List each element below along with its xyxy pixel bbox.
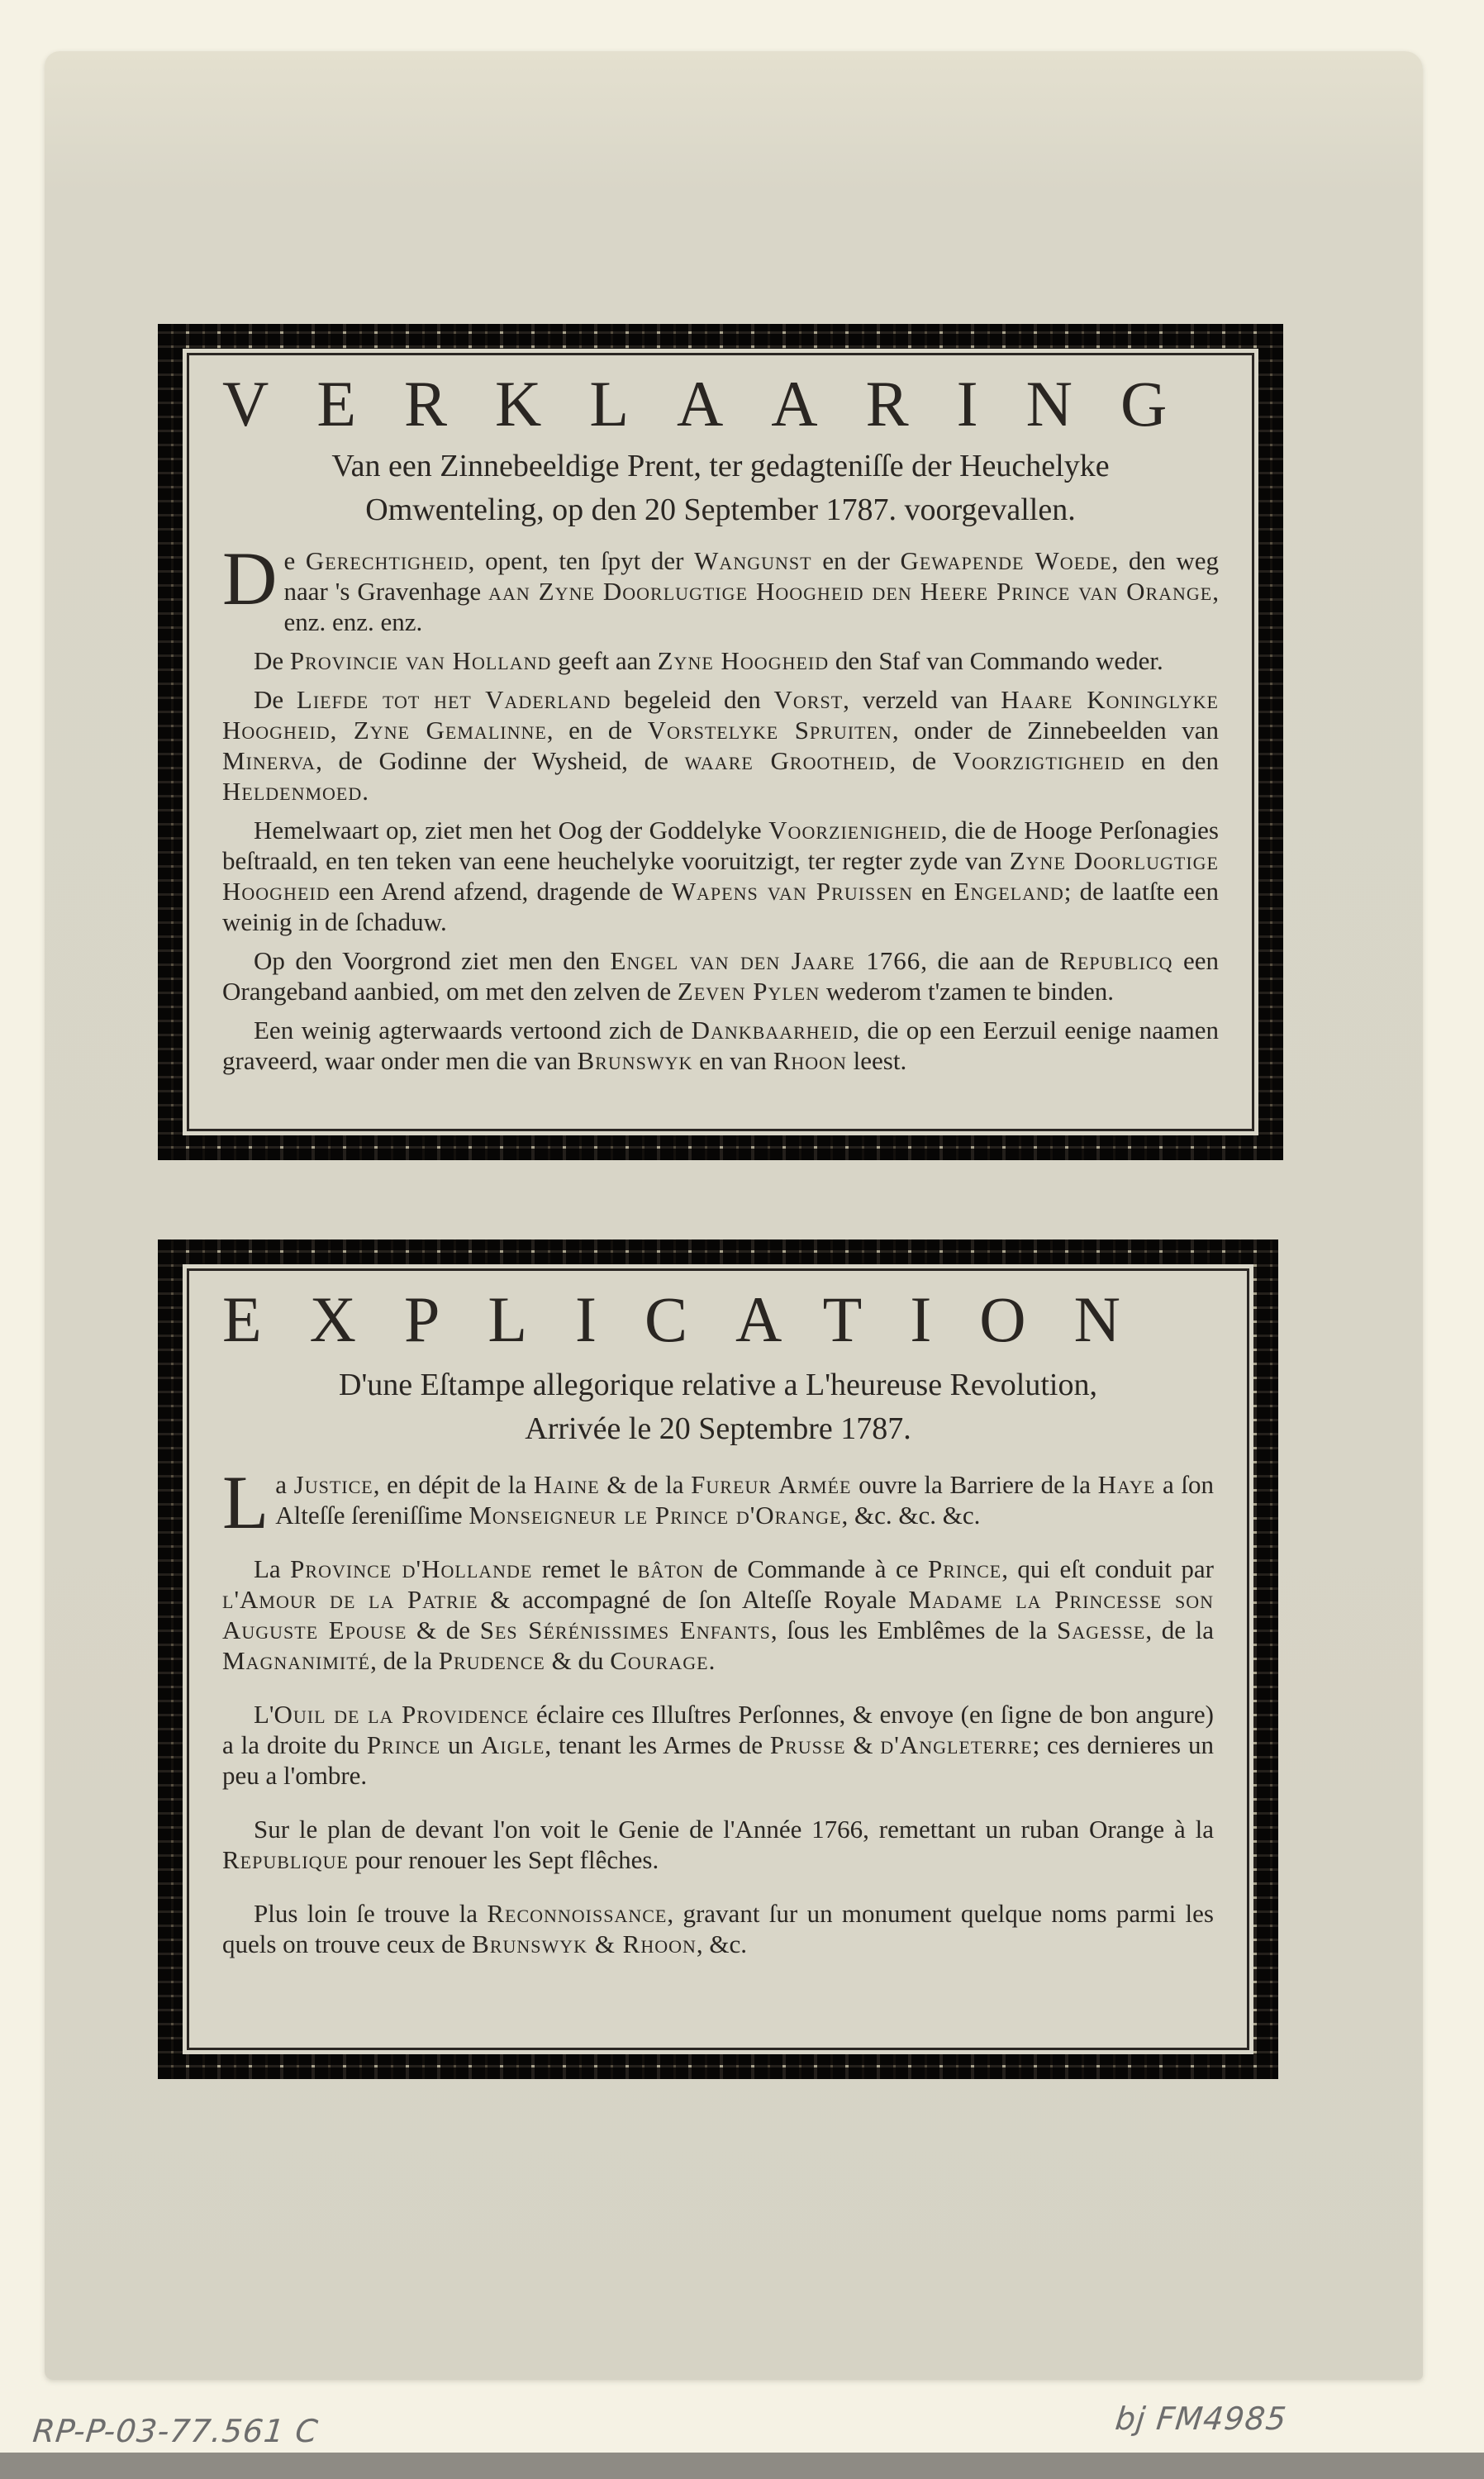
- small-caps-text: Wapens van Pruissen: [671, 877, 913, 906]
- text-segment: een Arend afzend, dragende de: [330, 877, 672, 906]
- small-caps-text: Prince: [366, 1730, 441, 1759]
- verklaring-paragraph: [222, 684, 1219, 807]
- text-segment: een Orangeband aanbied, om met den zelven de: [222, 946, 1219, 1006]
- verklaring-paragraph: [222, 536, 1220, 637]
- text-segment: ouvre la Barriere de la: [851, 1470, 1098, 1499]
- small-caps-text: Brunswyk: [577, 1046, 693, 1075]
- text-segment: Een weinig agterwaards vertoond zich de: [254, 1016, 692, 1044]
- verklaring-content: [222, 349, 1219, 1076]
- small-caps-text: d'Angleterre: [880, 1730, 1033, 1759]
- small-caps-text: l'Amour de la Patrie: [222, 1585, 478, 1614]
- small-caps-text: Prudence: [438, 1646, 545, 1675]
- small-caps-text: Courage: [610, 1646, 709, 1675]
- explication-paragraph: [222, 1699, 1214, 1791]
- text-segment: , die aan de: [920, 946, 1060, 975]
- text-segment: , en de: [546, 716, 648, 745]
- text-segment: ; ces dernieres un peu a l'ombre.: [222, 1730, 1214, 1790]
- small-caps-text: Haine: [533, 1470, 600, 1499]
- handwritten-reference: bj FM4985: [1113, 2400, 1289, 2437]
- text-segment: , de la: [370, 1646, 439, 1675]
- text-segment: &: [845, 1730, 881, 1759]
- small-caps-text: Republique: [222, 1845, 349, 1874]
- verklaring-body: [222, 536, 1220, 1076]
- explication-paragraph: [222, 1554, 1214, 1676]
- text-segment: .: [708, 1646, 716, 1675]
- explication-panel: [183, 1264, 1253, 2054]
- text-segment: , die de Hooge Perſonagies beſtraald, en ten teken van eene heuchelyke vooruitzigt, ter regter zyde van: [222, 816, 1219, 875]
- text-segment: den Staf van Commando weder.: [829, 646, 1163, 675]
- small-caps-text: Rhoon: [773, 1046, 847, 1075]
- verklaring-paragraph: [222, 945, 1219, 1006]
- verklaring-paragraph: [222, 645, 1219, 676]
- small-caps-text: Republicq: [1059, 946, 1173, 975]
- text-segment: a: [275, 1470, 294, 1499]
- text-segment: & de: [407, 1615, 480, 1644]
- text-segment: geeft aan: [551, 646, 658, 675]
- text-segment: , ſous les Emblêmes de la: [770, 1615, 1057, 1644]
- text-segment: begeleid den: [611, 685, 774, 714]
- text-segment: ; de laatſte een weinig in de ſchaduw.: [222, 877, 1219, 936]
- small-caps-text: Haye: [1097, 1470, 1156, 1499]
- text-segment: e: [283, 546, 306, 575]
- handwritten-inventory-number: RP-P-03-77.561 C: [31, 2413, 321, 2449]
- explication-paragraph: [222, 1898, 1214, 1959]
- small-caps-text: Madame la Princesse son Auguste Epouse: [222, 1585, 1214, 1644]
- text-segment: pour renouer les Sept flêches.: [348, 1845, 659, 1874]
- text-segment: , die op een Eerzuil eenige naamen graveerd, waar onder men die van: [222, 1016, 1219, 1075]
- text-segment: en der: [811, 546, 901, 575]
- text-segment: wederom t'zamen te binden.: [820, 977, 1115, 1006]
- text-segment: , de la: [1145, 1615, 1214, 1644]
- explication-content: [222, 1264, 1214, 1959]
- small-caps-text: Ses Sérénissimes Enfants: [479, 1615, 771, 1644]
- small-caps-text: Provincie van Holland: [289, 646, 552, 675]
- text-segment: Hemelwaart op, ziet men het Oog der Goddelyke: [254, 816, 769, 845]
- explication-paragraph: [222, 1460, 1214, 1544]
- drop-cap: L: [222, 1460, 269, 1544]
- small-caps-text: Justice: [293, 1470, 373, 1499]
- text-segment: , &c. &c. &c.: [841, 1501, 981, 1530]
- text-segment: De: [254, 646, 290, 675]
- text-segment: , verzeld van: [843, 685, 1001, 714]
- text-segment: & du: [545, 1646, 611, 1675]
- text-segment: , den weg naar 's Gravenhage: [283, 546, 1220, 606]
- small-caps-text: Prince: [927, 1554, 1002, 1583]
- verklaring-subtitle-line: Omwenteling, op den 20 September 1787. voorgevallen.: [365, 492, 1076, 527]
- small-caps-text: Monseigneur le Prince d'Orange: [469, 1501, 842, 1530]
- verklaring-paragraph: [222, 1015, 1219, 1076]
- small-caps-text: Haare Koninglyke Hoogheid, Zyne Gemalinne: [222, 685, 1219, 745]
- text-segment: .: [362, 777, 369, 806]
- small-caps-text: Vorst: [773, 685, 844, 714]
- text-segment: en: [912, 877, 954, 906]
- text-segment: , de: [889, 746, 953, 775]
- explication-body: [222, 1460, 1214, 1959]
- drop-cap: D: [222, 536, 278, 621]
- text-segment: , opent, ten ſpyt der: [468, 546, 695, 575]
- small-caps-text: waare Grootheid: [684, 746, 890, 775]
- explication-subtitle-line: D'une Eſtampe allegorique relative a L'heureuse Revolution,: [339, 1368, 1097, 1402]
- explication-subtitle-line: Arrivée le 20 Septembre 1787.: [525, 1411, 911, 1446]
- small-caps-text: Vorstelyke Spruiten: [647, 716, 892, 745]
- text-segment: & de la: [599, 1470, 692, 1499]
- text-segment: éclaire ces Illuſtres Perſonnes, & envoye (en ſigne de bon angure) a la droite du: [222, 1700, 1214, 1759]
- text-segment: remet le: [532, 1554, 638, 1583]
- small-caps-text: Engel van den Jaare 1766: [610, 946, 921, 975]
- small-caps-text: Brunswyk & Rhoon: [472, 1929, 697, 1958]
- text-segment: , tenant les Armes de: [545, 1730, 770, 1759]
- small-caps-text: Aigle: [480, 1730, 545, 1759]
- text-segment: , onder de Zinnebeelden van: [892, 716, 1219, 745]
- small-caps-text: aan Zyne Doorlugtige Hoogheid den Heere Prince van Orange: [488, 577, 1213, 606]
- mount-edge: [0, 2453, 1484, 2479]
- small-caps-text: Zeven Pylen: [677, 977, 820, 1006]
- text-segment: , &c.: [696, 1929, 748, 1958]
- verklaring-paragraph: [222, 815, 1219, 937]
- small-caps-text: Minerva: [222, 746, 316, 775]
- text-segment: L': [254, 1700, 274, 1729]
- text-segment: & accompagné de ſon Alteſſe Royale: [478, 1585, 909, 1614]
- small-caps-text: Magnanimité: [222, 1646, 371, 1675]
- text-segment: en den: [1125, 746, 1219, 775]
- verklaring-title: VERKLAARING: [222, 368, 1215, 440]
- small-caps-text: Voorzigtigheid: [952, 746, 1125, 775]
- small-caps-text: Gewapende Woede: [900, 546, 1112, 575]
- small-caps-text: Gerechtigheid: [305, 546, 469, 575]
- small-caps-text: Engeland: [954, 877, 1064, 906]
- small-caps-text: Fureur Armée: [691, 1470, 852, 1499]
- text-segment: Plus loin ſe trouve la: [254, 1899, 488, 1928]
- text-segment: Sur le plan de devant l'on voit le Genie de l'Année 1766, remettant un ruban Orange à la: [254, 1815, 1214, 1844]
- text-segment: , qui eſt conduit par: [1001, 1554, 1214, 1583]
- ornamental-border-verklaring: [158, 324, 1283, 1160]
- verklaring-subtitle-line: Van een Zinnebeeldige Prent, ter gedagteniſſe der Heuchelyke: [331, 449, 1110, 483]
- ornamental-border-explication: [158, 1240, 1278, 2079]
- small-caps-text: Zyne Doorlugtige Hoogheid: [222, 846, 1219, 906]
- text-segment: De: [254, 685, 297, 714]
- text-segment: en van: [692, 1046, 773, 1075]
- small-caps-text: Sagesse: [1056, 1615, 1146, 1644]
- small-caps-text: Liefde tot het Vaderland: [296, 685, 611, 714]
- text-segment: de Commande à ce: [704, 1554, 928, 1583]
- small-caps-text: Province d'Hollande: [290, 1554, 533, 1583]
- explication-paragraph: [222, 1814, 1214, 1875]
- text-segment: leest.: [846, 1046, 907, 1075]
- small-caps-text: Heldenmoed: [222, 777, 363, 806]
- small-caps-text: Dankbaarheid: [691, 1016, 854, 1044]
- text-segment: un: [440, 1730, 481, 1759]
- text-segment: La: [254, 1554, 291, 1583]
- small-caps-text: Wangunst: [694, 546, 812, 575]
- small-caps-text: Reconnoissance: [487, 1899, 668, 1928]
- text-segment: Op den Voorgrond ziet men den: [254, 946, 611, 975]
- small-caps-text: Voorzienigheid: [768, 816, 941, 845]
- explication-title: EXPLICATION: [222, 1283, 1168, 1355]
- text-segment: , en dépit de la: [373, 1470, 534, 1499]
- small-caps-text: Zyne Hoogheid: [657, 646, 830, 675]
- text-segment: , de Godinne der Wysheid, de: [316, 746, 685, 775]
- text-segment: a ſon Alteſſe ſereniſſime: [275, 1470, 1214, 1530]
- small-caps-text: Prusse: [769, 1730, 846, 1759]
- small-caps-text: Ouil de la Providence: [273, 1700, 530, 1729]
- text-segment: , enz. enz. enz.: [283, 577, 1219, 636]
- verklaring-panel: [183, 349, 1258, 1135]
- small-caps-text: bâton: [637, 1554, 705, 1583]
- text-segment: , gravant ſur un monument quelque noms parmi les quels on trouve ceux de: [222, 1899, 1214, 1958]
